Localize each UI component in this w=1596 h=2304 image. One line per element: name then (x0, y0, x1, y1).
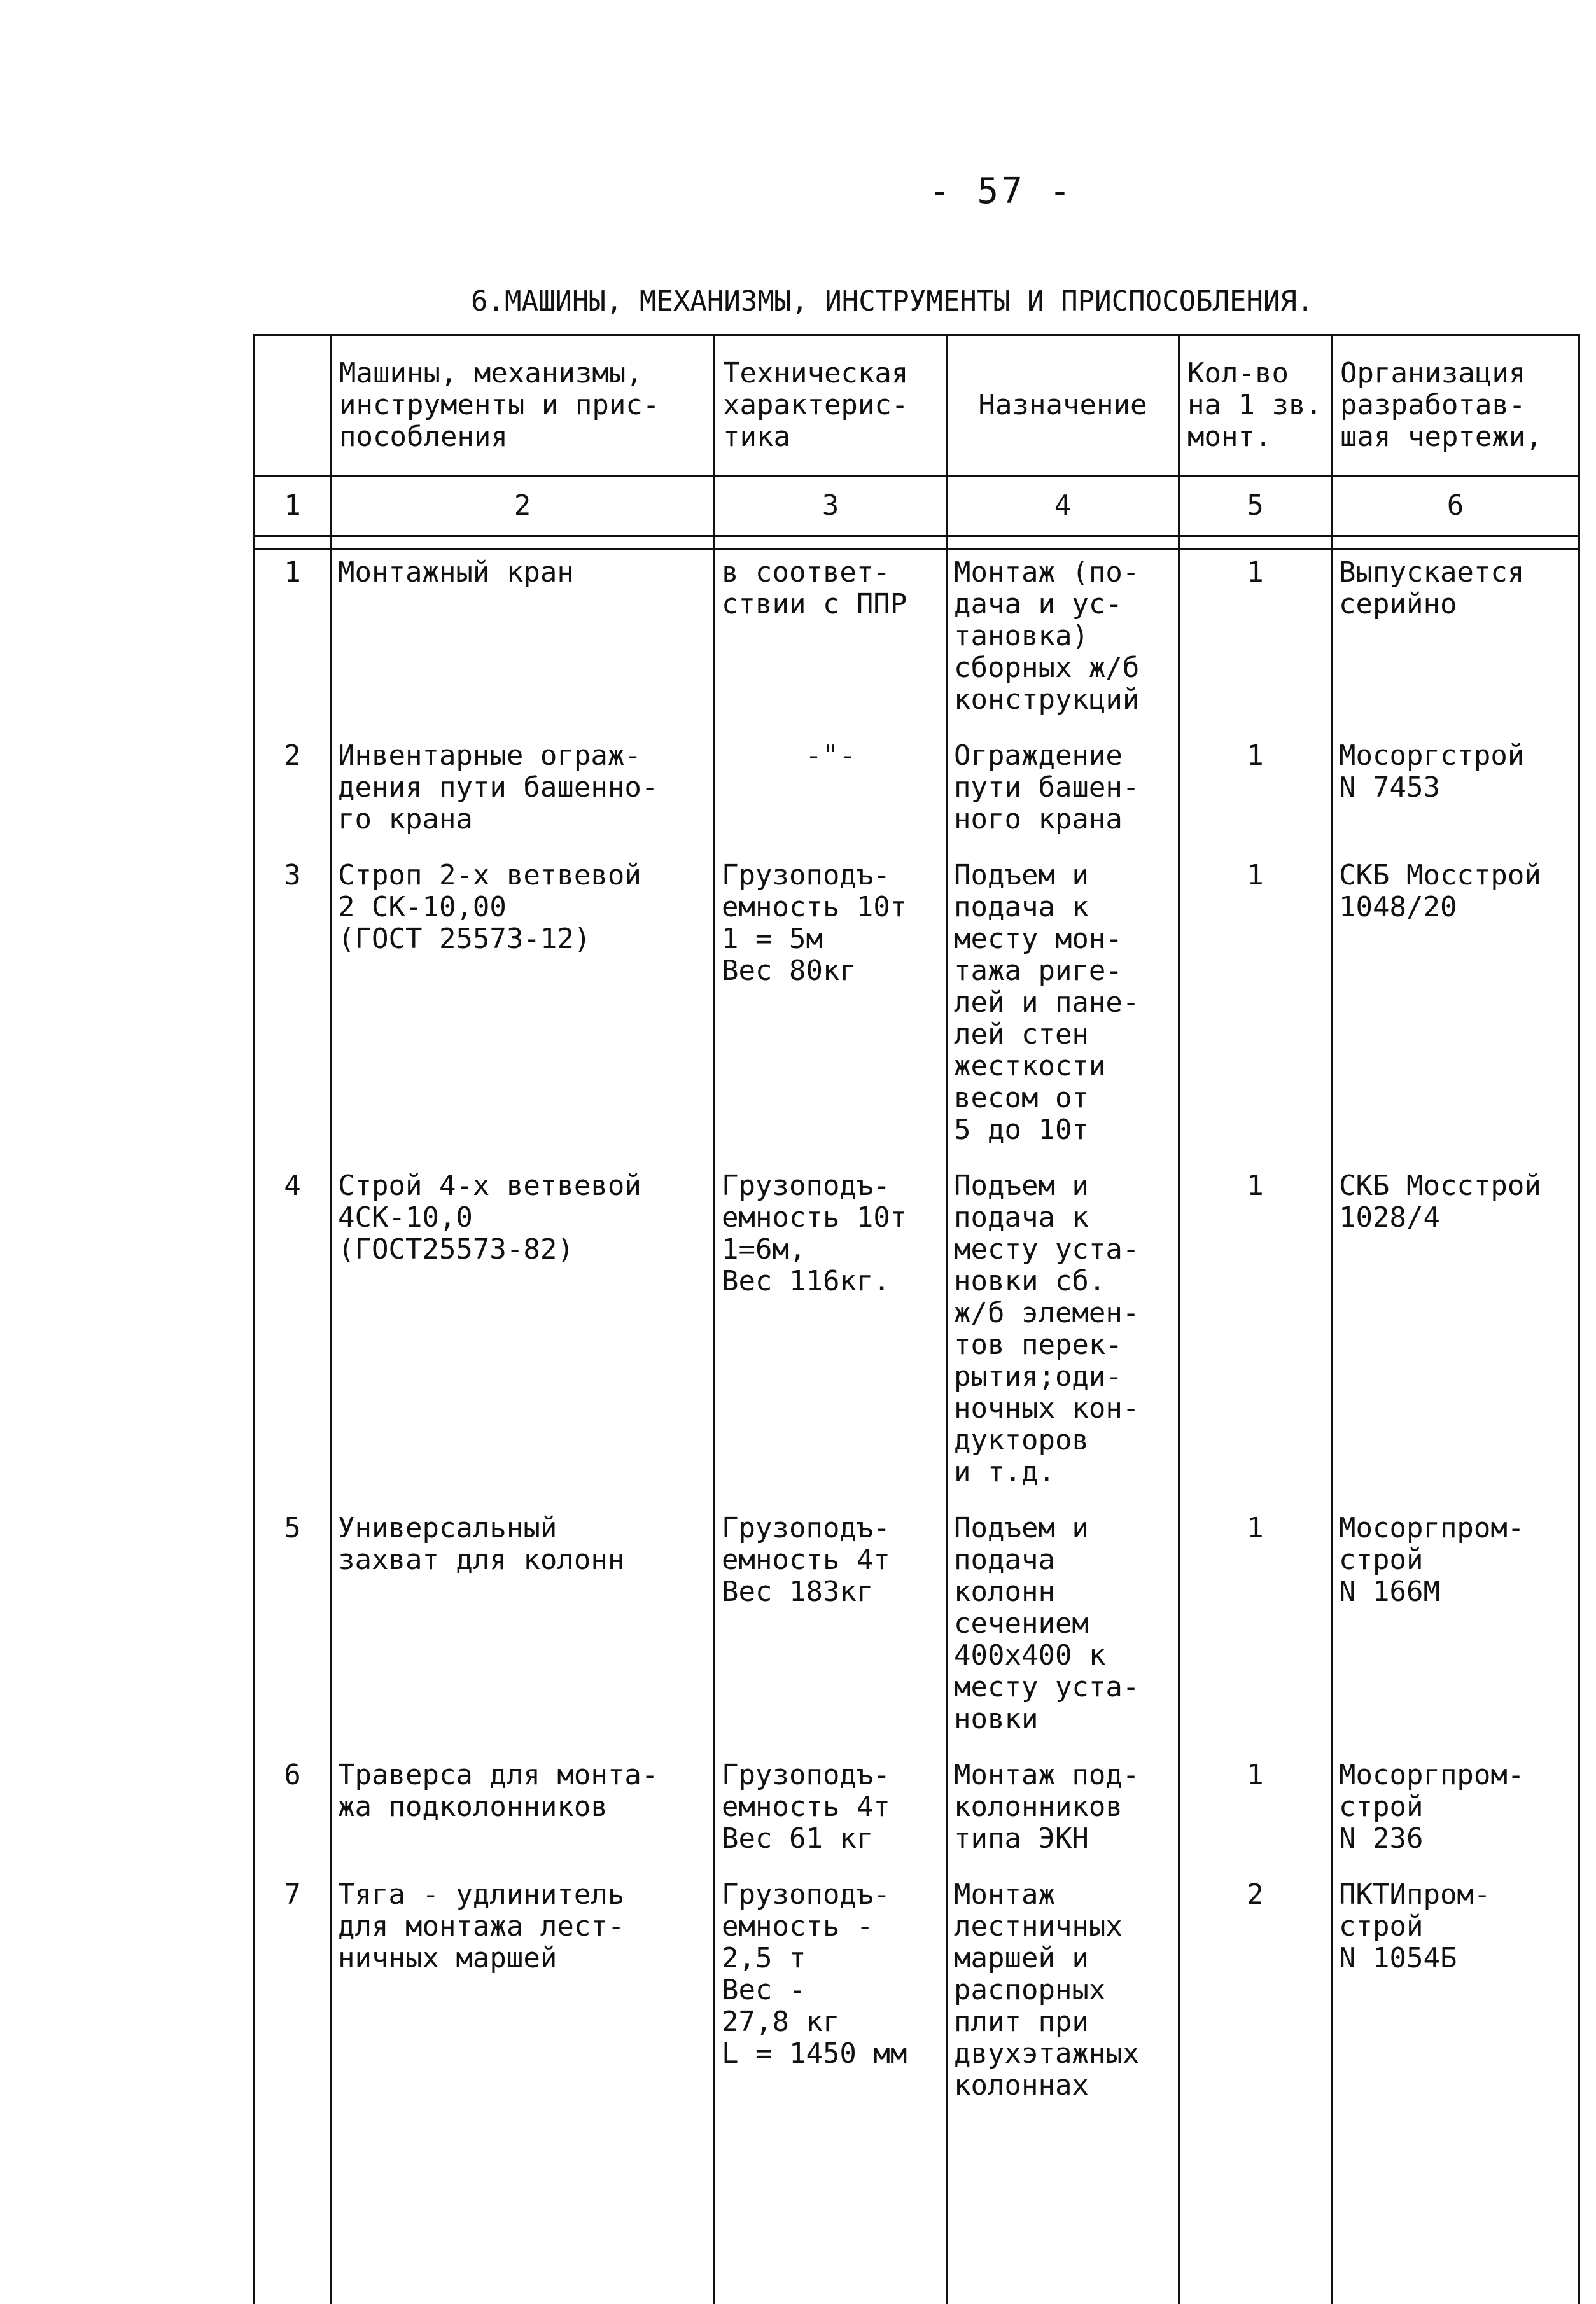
item-spec: Грузоподъ- емность 10т 1=6м, Вес 116кг. (715, 1164, 947, 1506)
item-purpose: Ограждение пути башен- ного крана (947, 734, 1179, 853)
item-organization: СКБ Мосстрой 1048/20 (1332, 853, 1579, 1164)
table-row (255, 1873, 1579, 2304)
table-row (255, 1164, 1579, 1506)
page-number: - 57 - (929, 171, 1074, 212)
item-name: Универсальный захват для колонн (331, 1506, 715, 1753)
row-number: 1 (255, 550, 331, 734)
column-number: 3 (715, 476, 947, 536)
table-row (255, 734, 1579, 853)
row-number: 6 (255, 1753, 331, 1873)
column-number: 2 (331, 476, 715, 536)
item-name: Тяга - удлинитель для монтажа лест- ничных маршей (331, 1873, 715, 2304)
row-number: 7 (255, 1873, 331, 2304)
header-spacer (255, 536, 1579, 550)
item-quantity: 1 (1179, 734, 1332, 853)
row-number: 2 (255, 734, 331, 853)
item-name: Инвентарные ограж- дения пути башенно- го крана (331, 734, 715, 853)
item-quantity: 2 (1179, 1873, 1332, 2304)
row-number: 3 (255, 853, 331, 1164)
item-organization: СКБ Мосстрой 1028/4 (1332, 1164, 1579, 1506)
column-header-purpose: Назначение (947, 335, 1179, 476)
item-name: Строп 2-х ветвевой 2 СК-10,00 (ГОСТ 25573-12) (331, 853, 715, 1164)
item-quantity: 1 (1179, 550, 1332, 734)
item-spec: -"- (715, 734, 947, 853)
item-spec: Грузоподъ- емность 4т Вес 183кг (715, 1506, 947, 1753)
row-number: 4 (255, 1164, 331, 1506)
column-header-number (255, 335, 331, 476)
item-name: Строй 4-х ветвевой 4СК-10,0 (ГОСТ25573-82) (331, 1164, 715, 1506)
column-header-name: Машины, механизмы, инструменты и прис- пособления (331, 335, 715, 476)
item-spec: Грузоподъ- емность 10т 1 = 5м Вес 80кг (715, 853, 947, 1164)
document-title: 6.МАШИНЫ, МЕХАНИЗМЫ, ИНСТРУМЕНТЫ И ПРИСПОСОБЛЕНИЯ. (471, 285, 1314, 318)
item-spec: Грузоподъ- емность 4т Вес 61 кг (715, 1753, 947, 1873)
item-purpose: Подъем и подача к месту мон- тажа риге- лей и пане- лей стен жесткости весом от 5 до 10т (947, 853, 1179, 1164)
item-purpose: Подъем и подача к месту уста- новки сб. ж/б элемен- тов перек- рытия;оди- ночных кон- дукторов и т.д. (947, 1164, 1179, 1506)
item-spec: Грузоподъ- емность - 2,5 т Вес - 27,8 кг L = 1450 мм (715, 1873, 947, 2304)
table-header-row (255, 335, 1579, 476)
item-purpose: Монтаж под- колонников типа ЭКН (947, 1753, 1179, 1873)
column-number: 1 (255, 476, 331, 536)
column-header-spec: Техническая характерис- тика (715, 335, 947, 476)
item-quantity: 1 (1179, 1753, 1332, 1873)
table-row (255, 550, 1579, 734)
equipment-table (253, 334, 1580, 2304)
table-row (255, 1753, 1579, 1873)
column-header-organization: Организация разработав- шая чертежи, (1332, 335, 1579, 476)
item-purpose: Монтаж (по- дача и ус- тановка) сборных ж/б конструкций (947, 550, 1179, 734)
item-organization: Выпускается серийно (1332, 550, 1579, 734)
item-quantity: 1 (1179, 1164, 1332, 1506)
item-spec: в соответ- ствии с ППР (715, 550, 947, 734)
item-purpose: Подъем и подача колонн сечением 400х400 к месту уста- новки (947, 1506, 1179, 1753)
table-row (255, 853, 1579, 1164)
item-organization: ПКТИпром- строй N 1054Б (1332, 1873, 1579, 2304)
item-name: Траверса для монта- жа подколонников (331, 1753, 715, 1873)
row-number: 5 (255, 1506, 331, 1753)
item-quantity: 1 (1179, 1506, 1332, 1753)
item-purpose: Монтаж лестничных маршей и распорных плит при двухэтажных колоннах (947, 1873, 1179, 2304)
item-organization: Мосоргстрой N 7453 (1332, 734, 1579, 853)
item-organization: Мосоргпром- строй N 236 (1332, 1753, 1579, 1873)
item-organization: Мосоргпром- строй N 166М (1332, 1506, 1579, 1753)
column-header-quantity: Кол-во на 1 зв. монт. (1179, 335, 1332, 476)
column-number: 5 (1179, 476, 1332, 536)
column-number: 4 (947, 476, 1179, 536)
column-number: 6 (1332, 476, 1579, 536)
table-row (255, 1506, 1579, 1753)
item-name: Монтажный кран (331, 550, 715, 734)
column-number-row (255, 476, 1579, 536)
item-quantity: 1 (1179, 853, 1332, 1164)
